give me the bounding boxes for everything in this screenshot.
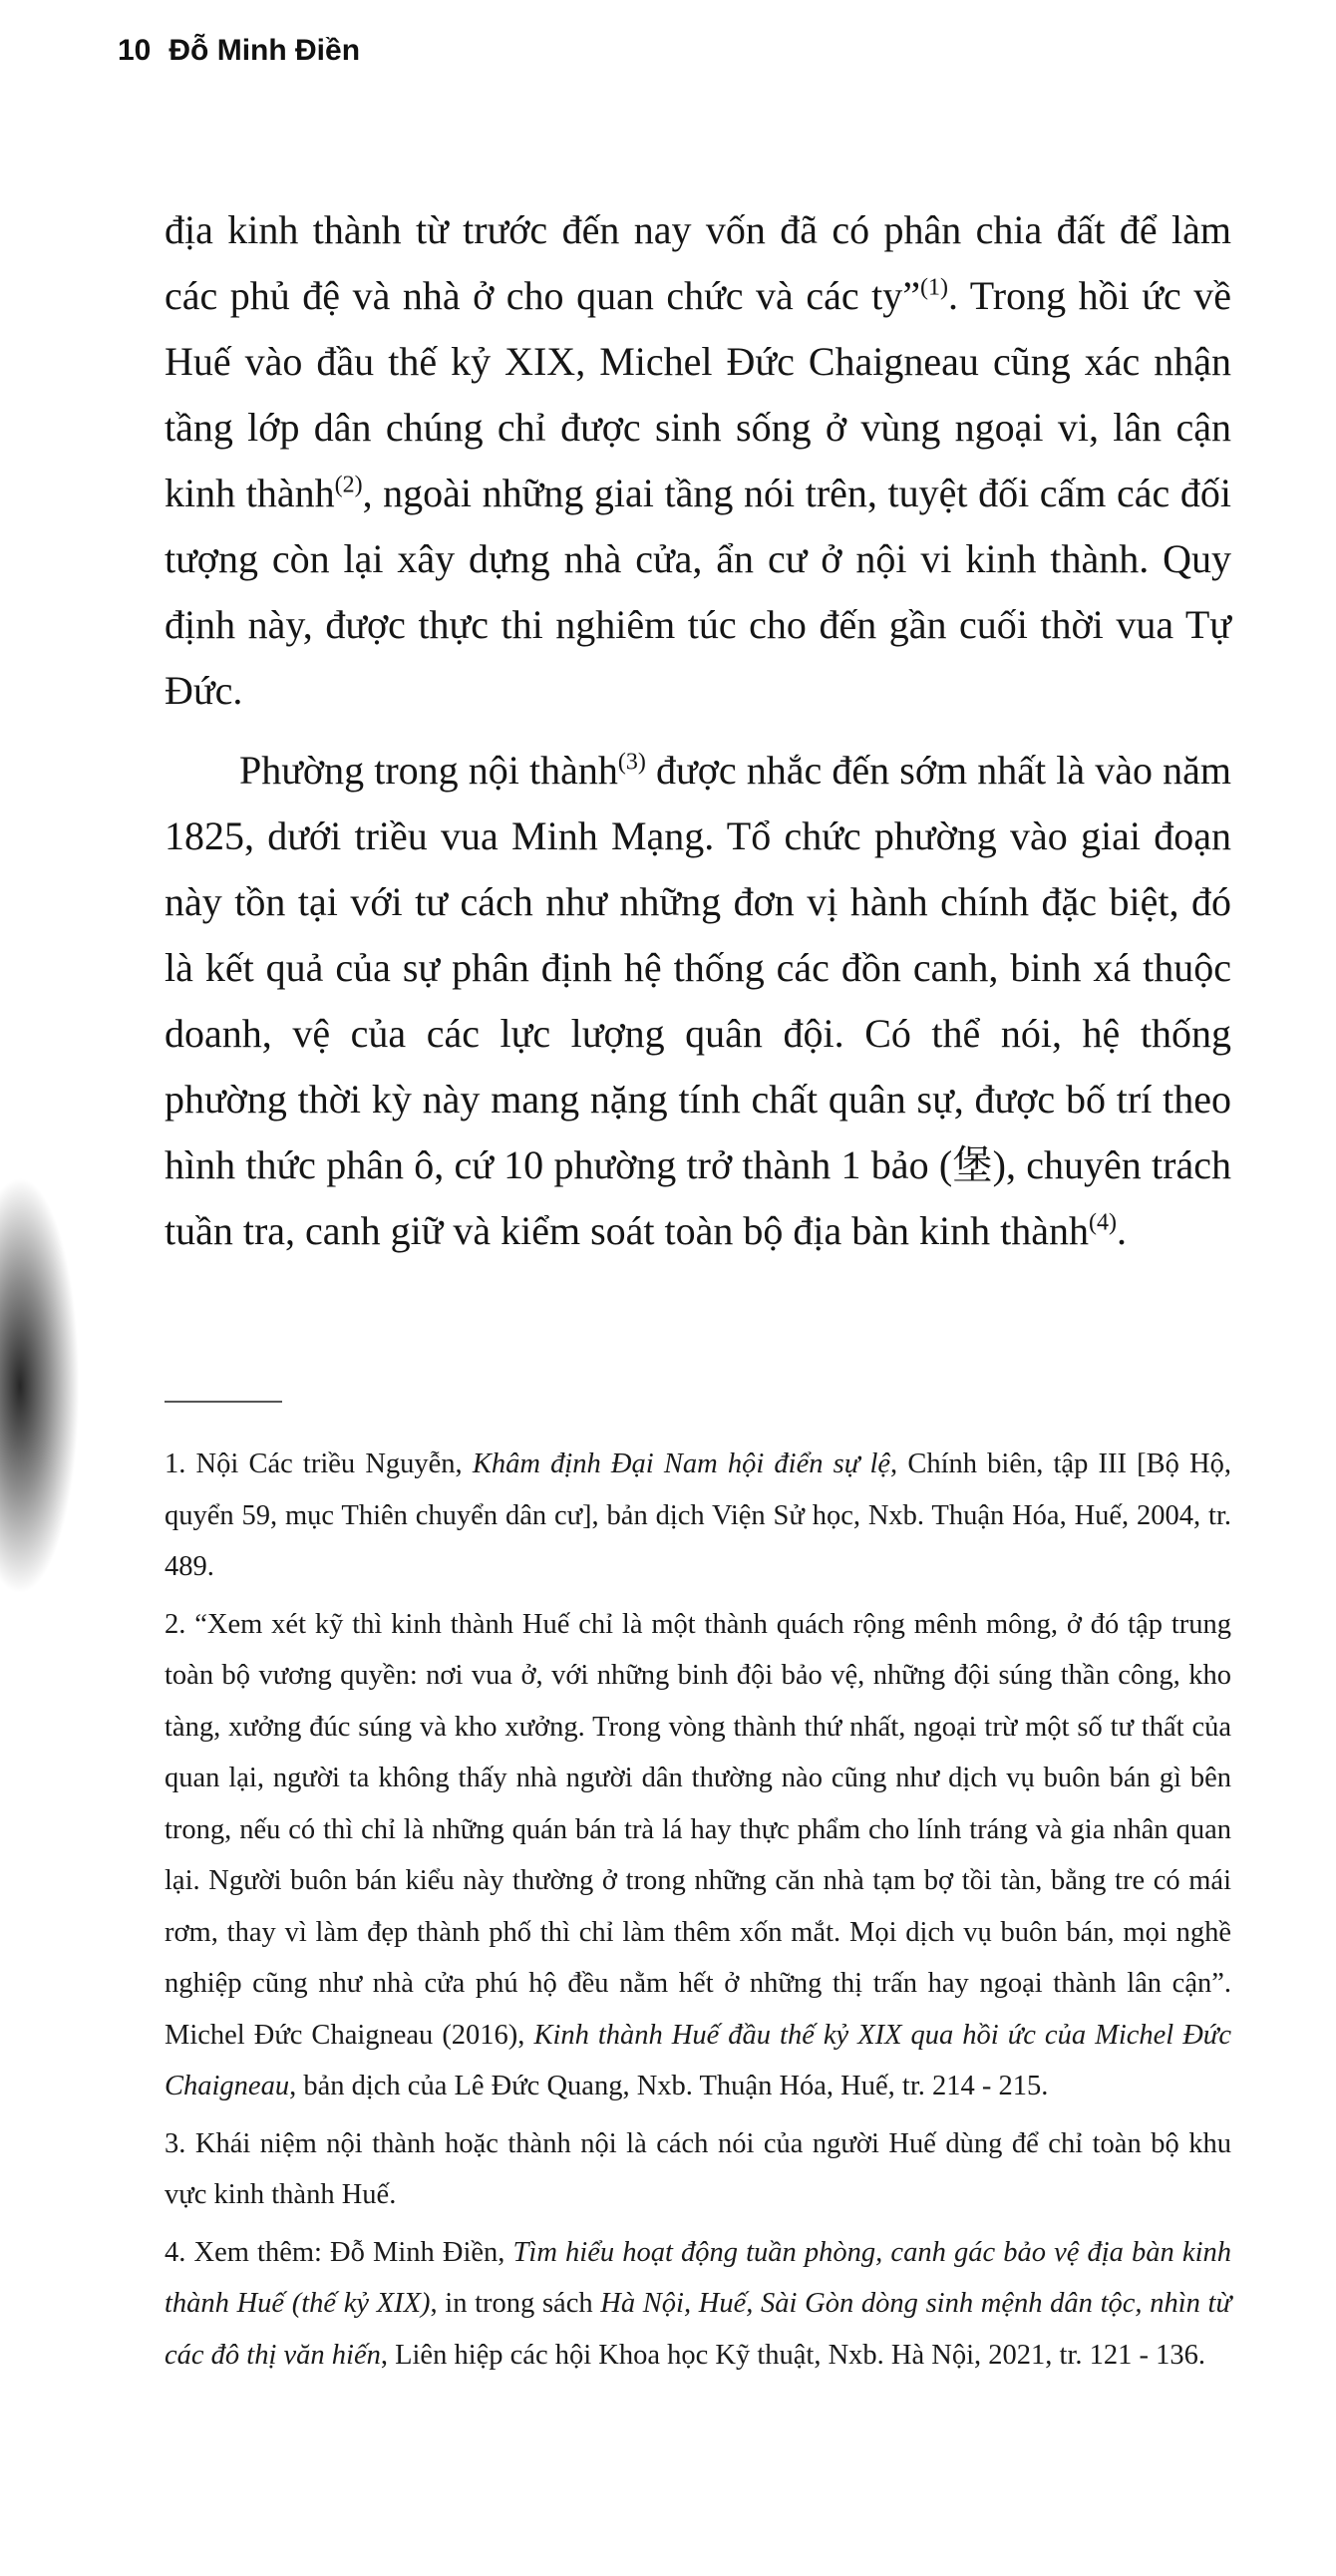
footnote-text: , bản dịch của Lê Đức Quang, Nxb. Thuận Hóa, Huế, tr. 214 - 215. — [289, 2071, 1049, 2101]
footnote-ref-3: (3) — [617, 749, 646, 776]
footnote-separator — [165, 1401, 282, 1403]
footnote-text: , Chính biên, tập III [Bộ Hộ, quyển 59, mục Thiên chuyển dân cư], bản dịch Viện Sử học, Nxb. Thuận Hóa, Huế, 2004, tr. 489. — [165, 1449, 1231, 1582]
footnote-3 — [165, 2118, 1231, 2221]
running-header-author: Đỗ Minh Điền — [168, 34, 361, 67]
footnote-title: Khâm định Đại Nam hội điển sự lệ — [472, 1449, 891, 1479]
footnote-text: Khái niệm nội thành hoặc thành nội là cách nói của người Huế dùng để chỉ toàn bộ khu vực kinh thành Huế. — [165, 2127, 1231, 2210]
paragraph-1-text-c: , ngoài những giai tầng nói trên, tuyệt đối cấm các đối tượng còn lại xây dựng nhà cửa, ẩn cư ở nội vi kinh thành. Quy định này, được thực thi nghiêm túc cho đến gần cuối thời vua Tự Đức. — [165, 471, 1231, 713]
body-text — [165, 197, 1231, 1264]
paragraph-1-text-a: địa kinh thành từ trước đến nay vốn đã có phân chia đất để làm các phủ đệ và nhà ở cho quan chức và các ty” — [165, 207, 1231, 318]
paragraph-2-text-b: được nhắc đến sớm nhất là vào năm 1825, dưới triều vua Minh Mạng. Tổ chức phường vào giai đoạn này tồn tại với tư cách như những đơn vị hành chính đặc biệt, đó là kết quả của sự phân định hệ thống các đồn canh, binh xá thuộc doanh, vệ của các lực lượng quân đội. Có thể nói, hệ thống phường thời kỳ này mang nặng tính chất quân sự, được bố trí theo hình thức phân ô, cứ 10 phường trở thành 1 bảo (堡), chuyên trách tuần tra, canh giữ và kiểm soát toàn bộ địa bàn kinh thành — [165, 748, 1231, 1253]
footnotes — [165, 1439, 1231, 2381]
page-edge-shadow — [0, 1176, 80, 1595]
footnote-4 — [165, 2227, 1231, 2382]
footnote-2 — [165, 1599, 1231, 2112]
footnote-number: 3. — [165, 2127, 195, 2159]
paragraph-1 — [165, 197, 1231, 724]
footnote-text: Nội Các triều Nguyễn, — [195, 1449, 473, 1479]
footnote-text: , Liên hiệp các hội Khoa học Kỹ thuật, Nxb. Hà Nội, 2021, tr. 121 - 136. — [380, 2339, 1205, 2371]
footnote-number: 4. — [165, 2236, 194, 2268]
paragraph-2 — [165, 738, 1231, 1264]
footnote-ref-2: (2) — [334, 472, 363, 498]
footnote-ref-4: (4) — [1089, 1209, 1117, 1236]
footnote-1 — [165, 1439, 1231, 1593]
footnote-text: Xem thêm: Đỗ Minh Điền, — [193, 2236, 513, 2268]
footnote-number: 2. — [165, 1608, 195, 1640]
paragraph-2-text-a: Phường trong nội thành — [239, 748, 618, 793]
footnote-text: “Xem xét kỹ thì kinh thành Huế chỉ là một thành quách rộng mênh mông, ở đó tập trung toàn bộ vương quyền: nơi vua ở, với những binh đội bảo vệ, những đội súng thần công, kho tàng, xưởng đúc súng và kho xưởng. Trong vòng thành thứ nhất, ngoại trừ một số tư thất của quan lại, người ta không thấy nhà người dân thường nào cũng như dịch vụ buôn bán gì bên trong, nếu có thì chỉ là những quán bán trà lá hay thực phẩm cho lính tráng và gia nhân quan lại. Người buôn bán kiểu này thường ở trong những căn nhà tạm bợ tồi tàn, bằng tre có mái rơm, thay vì làm đẹp thành phố thì chỉ làm thêm xốn mắt. Mọi dịch vụ buôn bán, mọi nghề nghiệp cũng như nhà cửa phú hộ đều nằm hết ở những thị trấn hay ngoại thành lân cận”. Michel Đức Chaigneau (2016), — [165, 1608, 1231, 2051]
footnote-number: 1. — [165, 1449, 196, 1479]
footnote-title: Hà Nội, Huế, Sài Gòn dòng sinh mệnh dân tộc, nhìn từ các đô thị văn hiến — [165, 2288, 1232, 2371]
running-header — [118, 34, 360, 68]
footnote-title: Kinh thành Huế đầu thế kỷ XIX qua hồi ức của Michel Đức Chaigneau — [165, 2019, 1231, 2101]
paragraph-1-text-b: . Trong hồi ức về Huế vào đầu thế kỷ XIX, Michel Đức Chaigneau cũng xác nhận tầng lớp dân chúng chỉ được sinh sống ở vùng ngoại vi, lân cận kinh thành — [165, 273, 1231, 515]
footnote-text: , in trong sách — [430, 2288, 601, 2319]
paragraph-2-text-c: . — [1116, 1208, 1127, 1253]
footnote-ref-1: (1) — [919, 274, 948, 301]
page-number: 10 — [118, 34, 152, 67]
footnote-title: Tìm hiểu hoạt động tuần phòng, canh gác bảo vệ địa bàn kinh thành Huế (thế kỷ XIX) — [165, 2236, 1232, 2319]
